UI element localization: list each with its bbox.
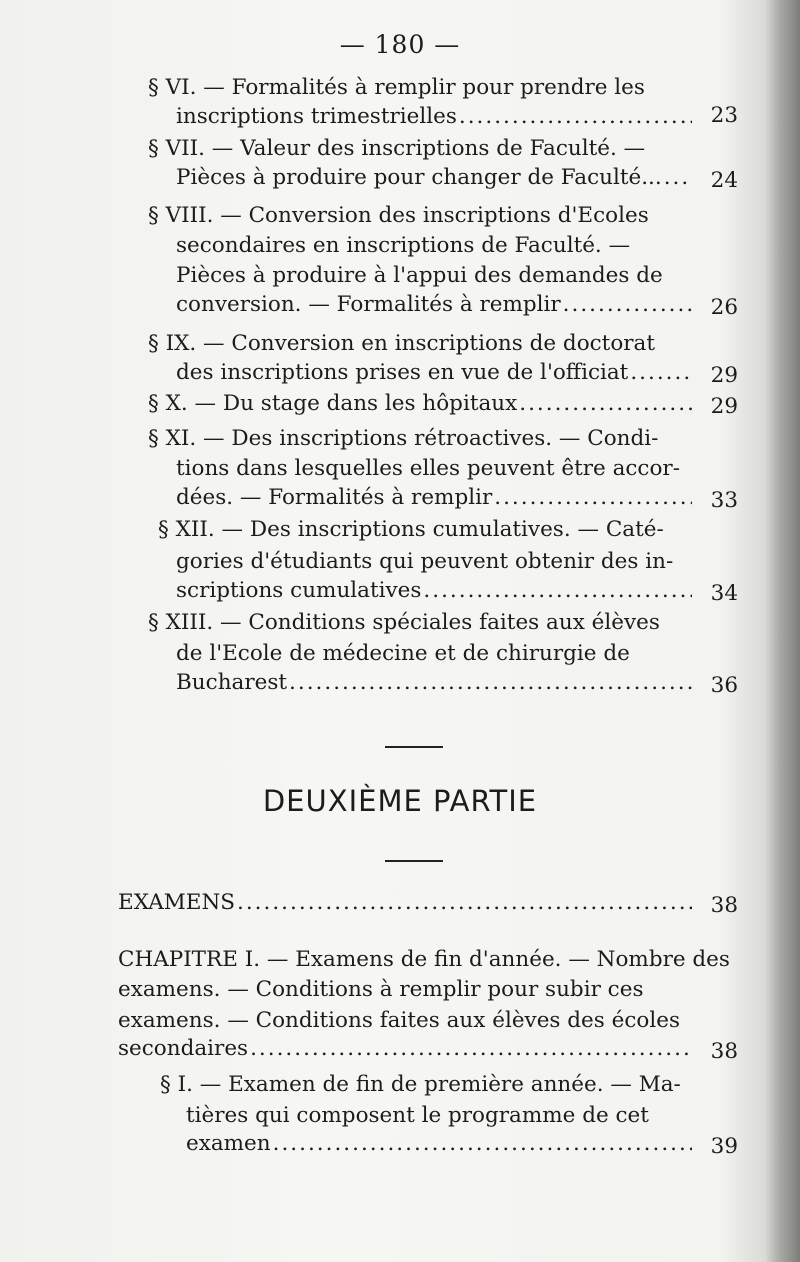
section-9-text: des inscriptions prises en vue de l'officiat: [176, 360, 629, 385]
subsection-1-line-1: § I. — Examen de fin de première année. — Ma-: [160, 1072, 681, 1097]
section-9-last-line: [176, 360, 696, 385]
section-11-text: dées. — Formalités à remplir: [176, 485, 493, 510]
section-7-text: Pièces à produire pour changer de Faculté...: [176, 165, 662, 190]
leader-dots: [519, 391, 692, 416]
section-8-text: conversion. — Formalités à remplir: [176, 292, 561, 317]
chapter-1-line-2: examens. — Conditions à remplir pour subir ces: [118, 977, 644, 1002]
leader-dots: [459, 104, 692, 129]
chapter-1-text: secondaires: [118, 1036, 249, 1061]
leader-dots: [563, 292, 692, 317]
chapter-1-last-line: [118, 1036, 696, 1061]
subsection-1-text: examen: [186, 1131, 271, 1156]
leader-dots: [494, 485, 692, 510]
leader-dots: [289, 670, 692, 695]
section-12-line-2: gories d'étudiants qui peuvent obtenir des in-: [176, 549, 674, 574]
leader-dots: [423, 578, 692, 603]
section-11-page: 33: [710, 488, 738, 513]
section-12-page: 34: [710, 581, 738, 606]
section-6-page: 23: [710, 103, 738, 128]
section-8-line-1: § VIII. — Conversion des inscriptions d'Ecoles: [148, 203, 649, 228]
examens-line: [118, 890, 696, 915]
section-11-last-line: [176, 485, 696, 510]
subsection-1-page: 39: [710, 1134, 738, 1159]
section-8-page: 26: [710, 295, 738, 320]
section-13-line-1: § XIII. — Conditions spéciales faites aux élèves: [148, 610, 660, 635]
section-6-line-1: § VI. — Formalités à remplir pour prendre les: [148, 75, 645, 100]
section-9-page: 29: [710, 363, 738, 388]
section-8-line-2: secondaires en inscriptions de Faculté. —: [176, 233, 631, 258]
section-6-text: inscriptions trimestrielles: [176, 104, 457, 129]
divider-rule: [385, 746, 443, 748]
section-7-last-line: [176, 165, 696, 190]
section-11-line-1: § XI. — Des inscriptions rétroactives. — Condi-: [148, 426, 659, 451]
section-7-page: 24: [710, 168, 738, 193]
section-9-line-1: § IX. — Conversion en inscriptions de doctorat: [148, 331, 655, 356]
examens-label: EXAMENS: [118, 890, 236, 915]
section-10-text: § X. — Du stage dans les hôpitaux: [148, 391, 518, 416]
section-13-line-2: de l'Ecole de médecine et de chirurgie de: [176, 641, 630, 666]
subsection-1-line-2: tières qui composent le programme de cet: [186, 1103, 649, 1128]
section-7-line-1: § VII. — Valeur des inscriptions de Faculté. —: [148, 136, 646, 161]
leader-dots: [237, 890, 692, 915]
chapter-1-line-3: examens. — Conditions faites aux élèves des écoles: [118, 1008, 680, 1033]
chapter-1-line-1: CHAPITRE I. — Examens de fin d'année. — Nombre des: [118, 947, 730, 972]
section-10-page: 29: [710, 394, 738, 419]
section-8-line-3: Pièces à produire à l'appui des demandes de: [176, 263, 663, 288]
part-title: DEUXIÈME PARTIE: [262, 784, 538, 818]
section-10-line: [148, 391, 696, 416]
section-11-line-2: tions dans lesquelles elles peuvent être accor-: [176, 456, 680, 481]
section-12-last-line: [176, 578, 696, 603]
section-8-last-line: [176, 292, 696, 317]
section-13-last-line: [176, 670, 696, 695]
section-13-text: Bucharest: [176, 670, 288, 695]
section-13-page: 36: [710, 673, 738, 698]
leader-dots: [273, 1131, 692, 1156]
leader-dots: [250, 1036, 692, 1061]
subsection-1-last-line: [186, 1131, 696, 1156]
page-edge-shadow: [766, 0, 800, 1262]
section-12-text: scriptions cumulatives: [176, 578, 422, 603]
chapter-1-page: 38: [710, 1039, 738, 1064]
section-12-line-1: § XII. — Des inscriptions cumulatives. — Caté-: [158, 517, 664, 542]
section-6-last-line: [176, 104, 696, 129]
examens-page: 38: [710, 893, 738, 918]
divider-rule: [385, 860, 443, 862]
page-number: — 180 —: [339, 30, 461, 59]
